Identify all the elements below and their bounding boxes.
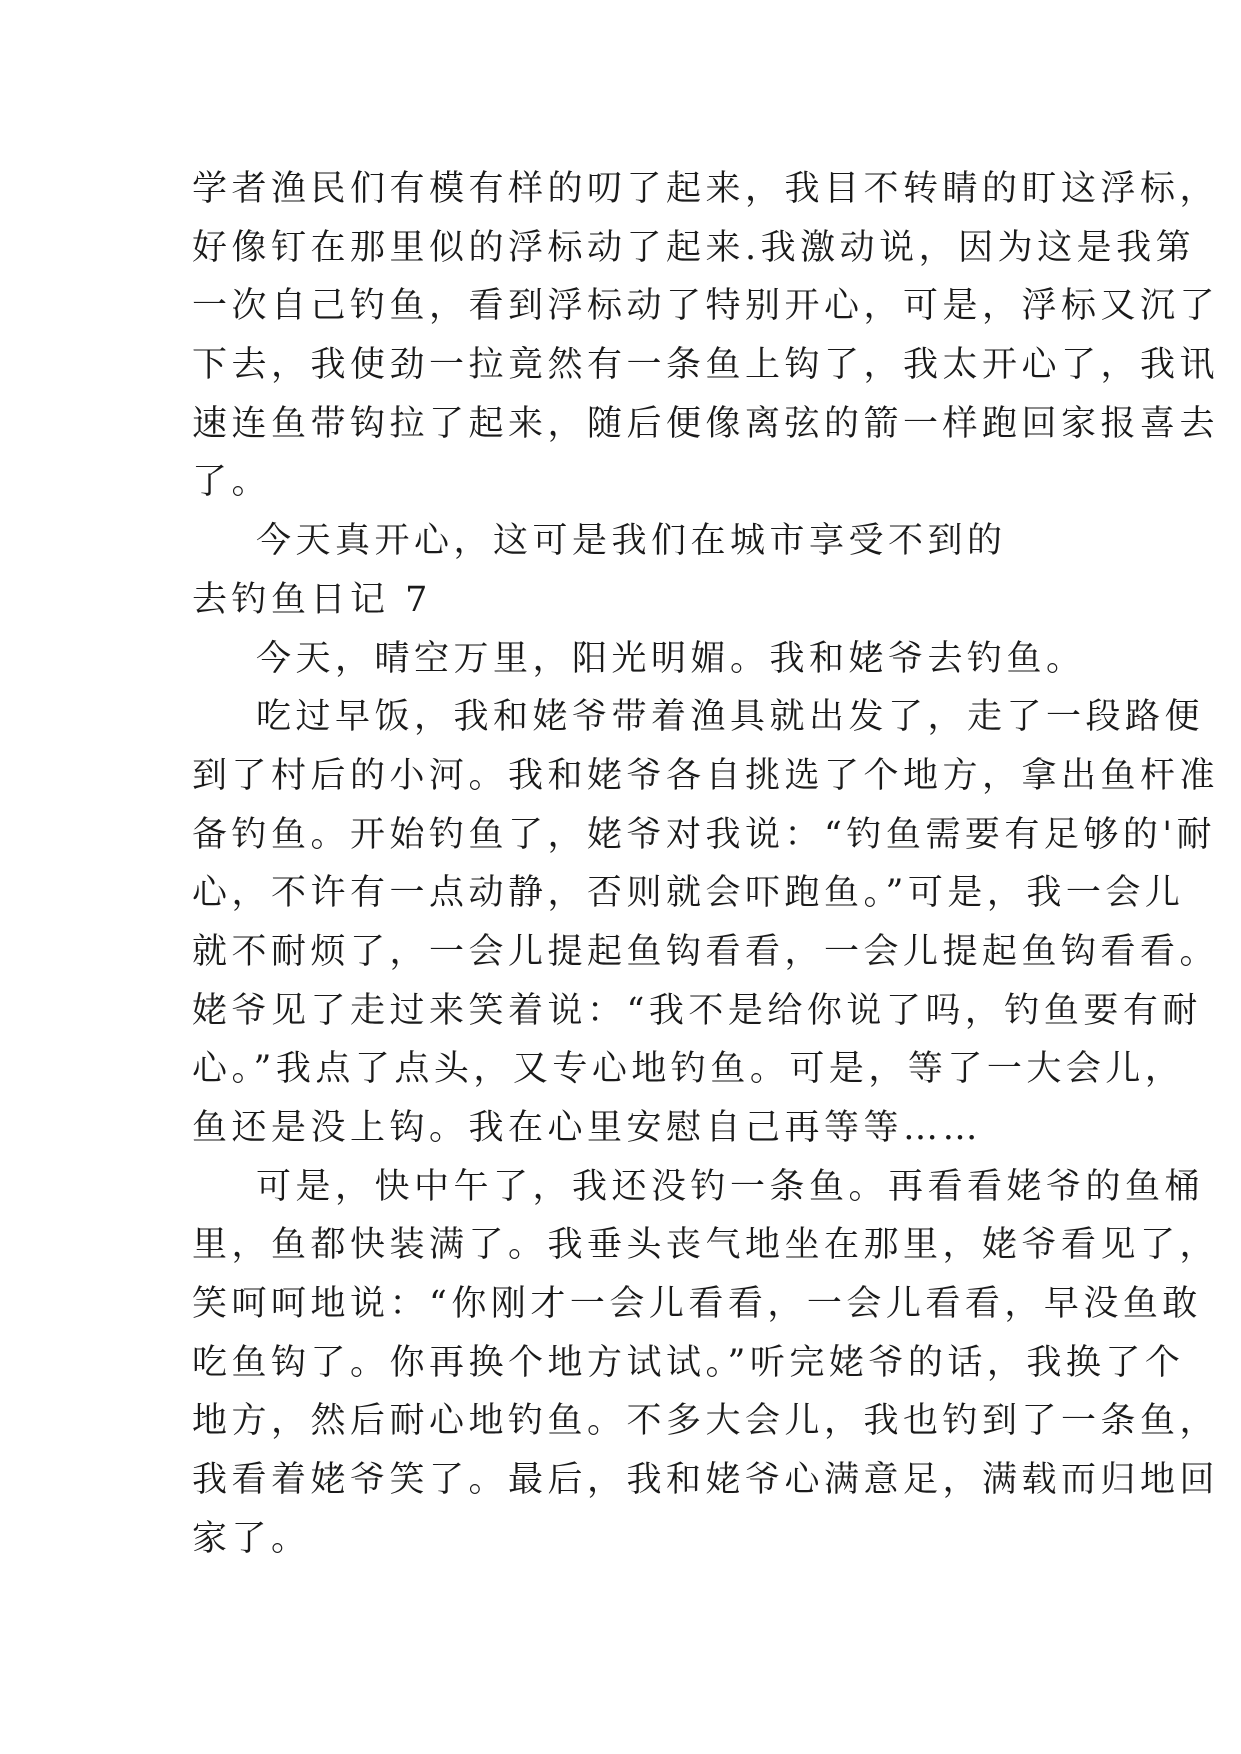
text-line: 一次自己钓鱼，看到浮标动了特别开心，可是，浮标又沉了 [192, 286, 1220, 327]
text-line: 心。”我点了点头，又专心地钓鱼。可是，等了一大会儿， [192, 1049, 1185, 1090]
text-line: 好像钉在那里似的浮标动了起来.我激动说，因为这是我第 [192, 227, 1196, 268]
text-line: 就不耐烦了，一会儿提起鱼钩看看，一会儿提起鱼钩看看。 [192, 931, 1220, 972]
text-line: 心，不许有一点动静，否则就会吓跑鱼。”可是，我一会儿 [192, 873, 1185, 914]
text-line: 了。 [192, 462, 272, 503]
text-line: 今天，晴空万里，阳光明媚。我和姥爷去钓鱼。 [256, 638, 1086, 679]
text-line: 鱼还是没上钩。我在心里安慰自己再等等…… [192, 1108, 983, 1148]
text-line: 今天真开心，这可是我们在城市享受不到的 [256, 521, 1007, 562]
text-line: 到了村后的小河。我和姥爷各自挑选了个地方，拿出鱼杆准 [192, 755, 1220, 796]
text-line: 我看着姥爷笑了。最后，我和姥爷心满意足，满载而归地回 [192, 1460, 1220, 1501]
text-line: 学者渔民们有模有样的叨了起来，我目不转睛的盯这浮标， [192, 169, 1220, 209]
text-line: 里，鱼都快装满了。我垂头丧气地坐在那里，姥爷看见了， [192, 1225, 1220, 1266]
text-line: 地方，然后耐心地钓鱼。不多大会儿，我也钓到了一条鱼， [192, 1401, 1220, 1442]
text-line: 速连鱼带钩拉了起来，随后便像离弦的箭一样跑回家报喜去 [192, 403, 1220, 444]
text-line: 家了。 [192, 1518, 311, 1559]
text-line: 姥爷见了走过来笑着说：“我不是给你说了吗，钓鱼要有耐 [192, 990, 1202, 1031]
text-line: 吃鱼钩了。你再换个地方试试。”听完姥爷的话，我换了个 [192, 1342, 1185, 1383]
text-line: 吃过早饭，我和姥爷带着渔具就出发了，走了一段路便 [256, 697, 1205, 738]
text-line: 笑呵呵地说：“你刚才一会儿看看，一会儿看看，早没鱼敢 [192, 1284, 1202, 1325]
document-body [192, 160, 1220, 1569]
text-line: 备钓鱼。开始钓鱼了，姥爷对我说：“钓鱼需要有足够的'耐 [192, 814, 1217, 855]
text-line: 下去，我使劲一拉竟然有一条鱼上钩了，我太开心了，我讯 [192, 345, 1220, 386]
text-line: 可是，快中午了，我还没钓一条鱼。再看看姥爷的鱼桶 [256, 1166, 1205, 1207]
section-heading: 去钓鱼日记 7 [192, 579, 432, 620]
